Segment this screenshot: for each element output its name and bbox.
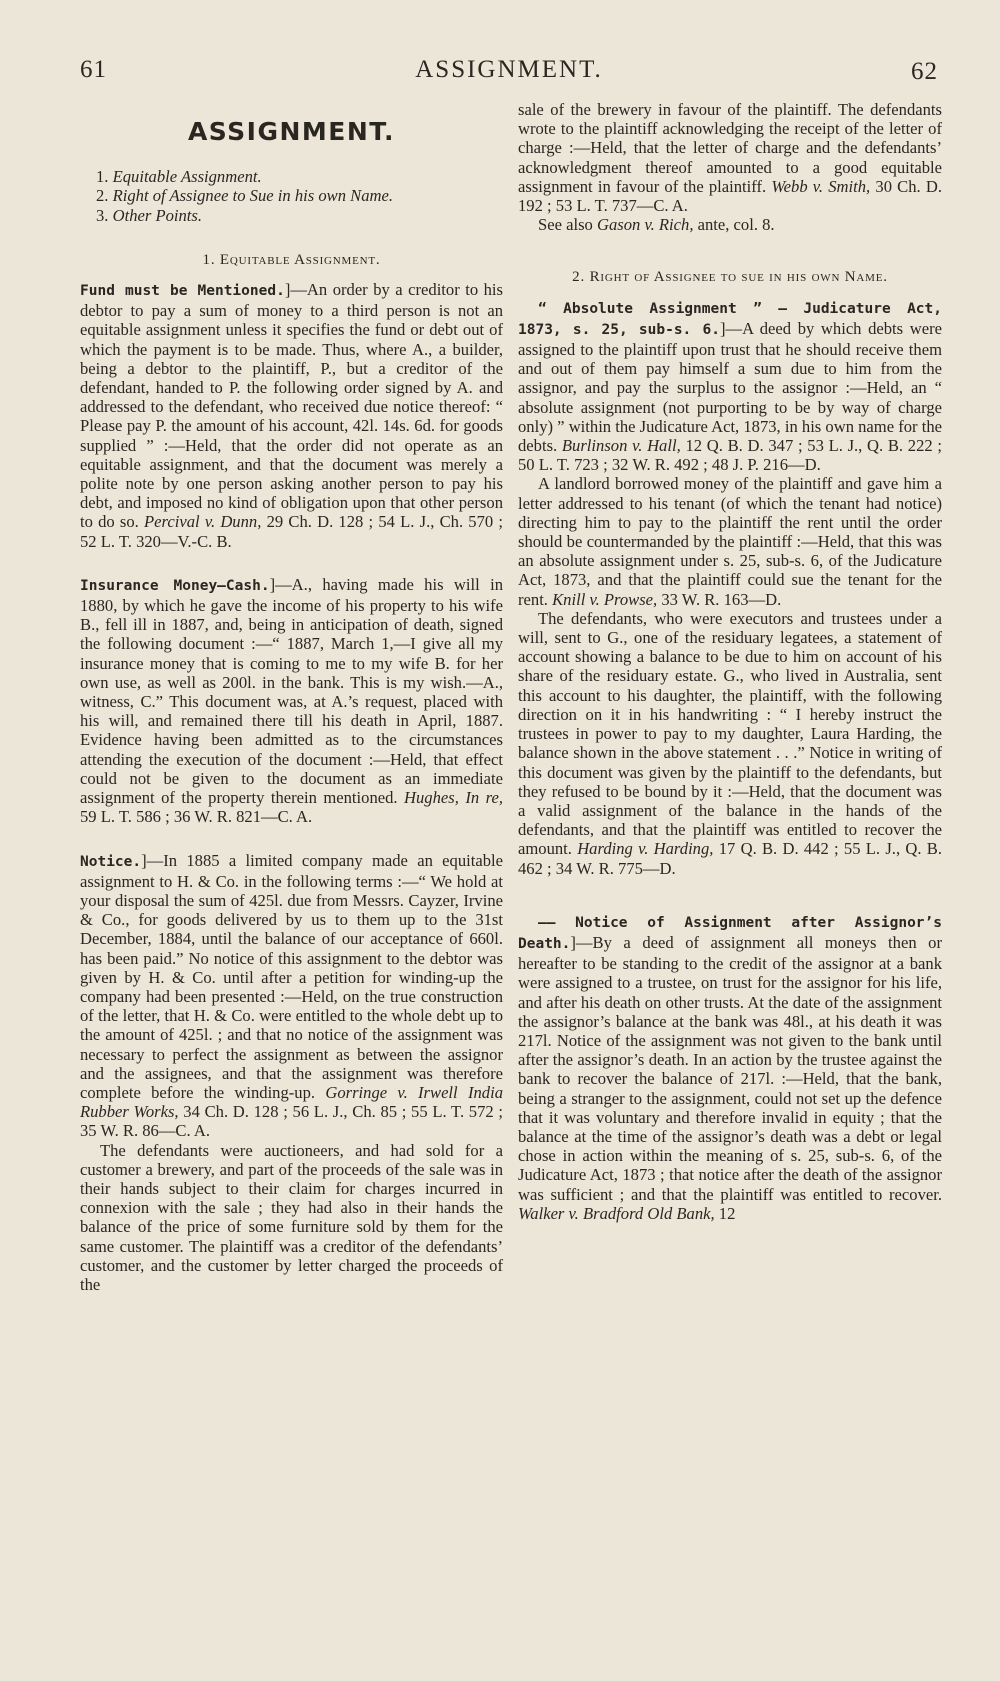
notice-text: ]—In 1885 a limited company made an equitable assignment to H. & Co. in the following terms :—“ We hold at your disposal the sum of 425l. due from Messrs. Cayzer, Irvine & Co., for goods delivered by us to them up to the 31st December, 1884, until the balance of our acceptance of 660l. has been paid.” No notice of this assignment to the debtor was given by H. & Co. until after a petition for winding-up the company had been presented :—Held, on the true construction of the letter, that H. & Co. were entitled to the whole debt up to the amount of 425l. ; and that no notice of the assignment was necessary to perfect the assignment as between the assignor and the assignees, and that the assignment was therefore complete before the winding-up. (80, 850, 503, 1102)
after-death-runin: —— Notice of Assignment after Assignor’s Death. (518, 914, 942, 952)
see-also-suffix: ante, col. 8. (697, 215, 775, 235)
toc-item (96, 206, 503, 225)
landlord-text: A landlord borrowed money of the plaintiff and gave him a letter addressed to his tenant (of which the tenant had notice) directing him to pay to the plaintiff the rent until the order should be countermanded by the plaintiff :—Held, that this was an absolute assignment under s. 25, sub-s. 6, of the Judicature Act, 1873, and that the plaintiff could sue the tenant for the rent. (518, 474, 942, 609)
fund-case-name: Percival v. Dunn, (144, 512, 262, 532)
insurance-case-name: Hughes, In re, (404, 788, 503, 808)
brewery-paragraph-end (518, 100, 942, 215)
after-death-citation: 12 (718, 1203, 736, 1223)
after-death-paragraph (518, 912, 942, 1223)
notice-citation: 34 Ch. D. 128 ; 56 L. J., Ch. 85 ; 55 L. T. 572 ; 35 W. R. 86—C. A. (80, 1102, 503, 1141)
executors-text: The defendants, who were executors and trustees under a will, sent to G., one of the residuary legatees, a statement of account showing a balance to be due to him on account of his share of the residuary estate. G., who lived in Australia, sent this account to his daughter, the plaintiff, with the following direction on it in his handwriting : “ I hereby instruct the trustees in power to pay to my daughter, Laura Harding, the balance shown in the above statement . . .” Notice in writing of this document was given by the plaintiff to the defendants, but they refused to be bound by it :—Held, that the document was a valid assignment of the balance in the hands of the defendants, and that the plaintiff was entitled to recover the amount. (518, 608, 942, 859)
section-2-heading: 2. Right of Assignee to sue in his own Name. (572, 269, 888, 286)
left-column (80, 100, 503, 1294)
header-title: ASSIGNMENT. (415, 56, 603, 83)
after-death-text: ]—By a deed of assignment all moneys then or hereafter to be standing to the credit of the assignor at a bank were assigned to a trustee, on trust for the assignor for his life, and after his death on other trusts. At the date of the assignment the assignor’s balance at the bank was 48l., at his death it was 217l. Notice of the assignment was not given to the bank until after the assignor’s death. In an action by the trustee against the bank to recover the balance of 217l. :—Held, that the bank, being a stranger to the assignment, could not set up the defence that it was voluntary and therefore invalid in equity ; that the balance at the time of the assignor’s death was a debt or legal chose in action within the meaning of s. 25, sub-s. 6, of the Judicature Act, 1873 ; that notice after the death of the assignor was sufficient ; and that the plaintiff was entitled to recover. (518, 932, 942, 1204)
absolute-runin: “ Absolute Assignment ” — Judicature Act, 1873, s. 25, sub-s. 6. (518, 300, 942, 338)
notice-case-name: Gorringe v. Irwell India Rubber Works, (80, 1082, 503, 1122)
see-also-prefix: See also (538, 215, 593, 235)
insurance-text: ]—A., having made his will in 1880, by which he gave the income of his property to his wife B., fell ill in 1887, and, being in anticipation of death, signed the following document :—“ 1887, March 1,—I give all my insurance money that is coming to me to my wife B. for her own use, as well as 200l. in the bank. This is my wish.—A., witness, C.” This document was, at A.’s request, placed with his will, and remained there till his death in April, 1887. Evidence having been admitted as to the circumstances attending the execution of the document :—Held, that effect could not be given to the document as an immediate assignment of the property therein mentioned. (80, 574, 504, 808)
executors-citation: 17 Q. B. D. 442 ; 55 L. J., Q. B. 462 ; 34 W. R. 775—D. (518, 839, 942, 878)
absolute-case-name: Burlinson v. Hall, (561, 436, 681, 456)
toc-item (96, 186, 503, 205)
toc-num: 3. (96, 205, 109, 225)
right-page-number: 62 (911, 58, 938, 85)
landlord-citation: 33 W. R. 163—D. (661, 589, 782, 609)
absolute-paragraph (518, 298, 942, 475)
brewery-citation: 30 Ch. D. 192 ; 53 L. T. 737—C. A. (518, 176, 942, 216)
fund-runin: Fund must be Mentioned. (80, 283, 285, 300)
executors-case-name: Harding v. Harding, (577, 839, 714, 859)
brewery-paragraph-start: The defendants were auctioneers, and had sold for a customer a brewery, and part of the proceeds of the sale was in their hands subject to their claim for charges incurred in connexion with the sale ; they had also in their hands the balance of the price of some furniture sold by them for the same customer. The plaintiff was a creditor of the defendants’ customer, and the customer by letter charged the proceeds of the (80, 1140, 503, 1294)
after-death-case-name: Walker v. Bradford Old Bank, (518, 1203, 715, 1223)
fund-text: ]—An order by a creditor to his debtor to pay a sum of money to a third person is not an equitable assignment unless it specifies the fund or debt out of which the payment is to be made. Thus, where A., a builder, being a debtor to the plaintiff, P., but a creditor of the defendant, handed to P. the following order signed by A. and addressed to the defendant, who received due notice thereof: “ Please pay P. the amount of his account, 42l. 14s. 6d. for goods supplied ” :—Held, that the order did not operate as an equitable assignment, and that the document was merely a polite note by one person asking another person to pay his debt, and imposed no kind of obligation upon that other person to do so. (80, 280, 503, 532)
landlord-paragraph (518, 474, 942, 608)
fund-paragraph (80, 280, 503, 551)
toc-num: 1. (96, 167, 109, 187)
toc-item (96, 167, 503, 186)
main-title: ASSIGNMENT. (187, 117, 396, 146)
left-page-number: 61 (80, 56, 107, 83)
insurance-runin: Insurance Money—Cash. (80, 577, 270, 594)
notice-paragraph (80, 851, 503, 1141)
executors-paragraph (518, 609, 942, 878)
toc-text: Other Points. (112, 205, 203, 225)
brewery-text: sale of the brewery in favour of the plaintiff. The defendants wrote to the plaintiff acknowledging the receipt of the letter of charge :—Held, that the letter of charge and the defendants’ acknowledgment thereof amounted to a good equitable assignment in favour of the plaintiff. (518, 100, 942, 196)
toc-num: 2. (96, 186, 109, 206)
notice-runin: Notice. (80, 853, 142, 870)
insurance-citation: 59 L. T. 586 ; 36 W. R. 821—C. A. (80, 807, 313, 827)
see-also (518, 215, 942, 234)
section-1-heading: 1. Equitable Assignment. (202, 251, 381, 268)
landlord-case-name: Knill v. Prowse, (552, 589, 658, 609)
toc-text: Equitable Assignment. (112, 167, 262, 187)
toc-text: Right of Assignee to Sue in his own Name. (112, 186, 394, 206)
insurance-paragraph (80, 575, 503, 827)
brewery-case-name: Webb v. Smith, (771, 176, 871, 196)
fund-citation: 29 Ch. D. 128 ; 54 L. J., Ch. 570 ; 52 L. T. 320—V.-C. B. (80, 512, 504, 551)
running-header (80, 56, 938, 92)
right-column (518, 100, 942, 1223)
absolute-text: ]—A deed by which debts were assigned to the plaintiff upon trust that he should receive them and out of them pay himself a sum due to him from the assignor, and pay the surplus to the assignor :—Held, an “ absolute assignment (not purporting to be by way of charge only) ” within the Judicature Act, 1873, in his own name for the debts. (518, 318, 942, 456)
absolute-citation: 12 Q. B. D. 347 ; 53 L. J., Q. B. 222 ; 50 L. T. 723 ; 32 W. R. 492 ; 48 J. P. 216—D. (518, 436, 943, 475)
table-of-contents (96, 167, 503, 225)
see-also-case: Gason v. Rich, (597, 215, 694, 235)
